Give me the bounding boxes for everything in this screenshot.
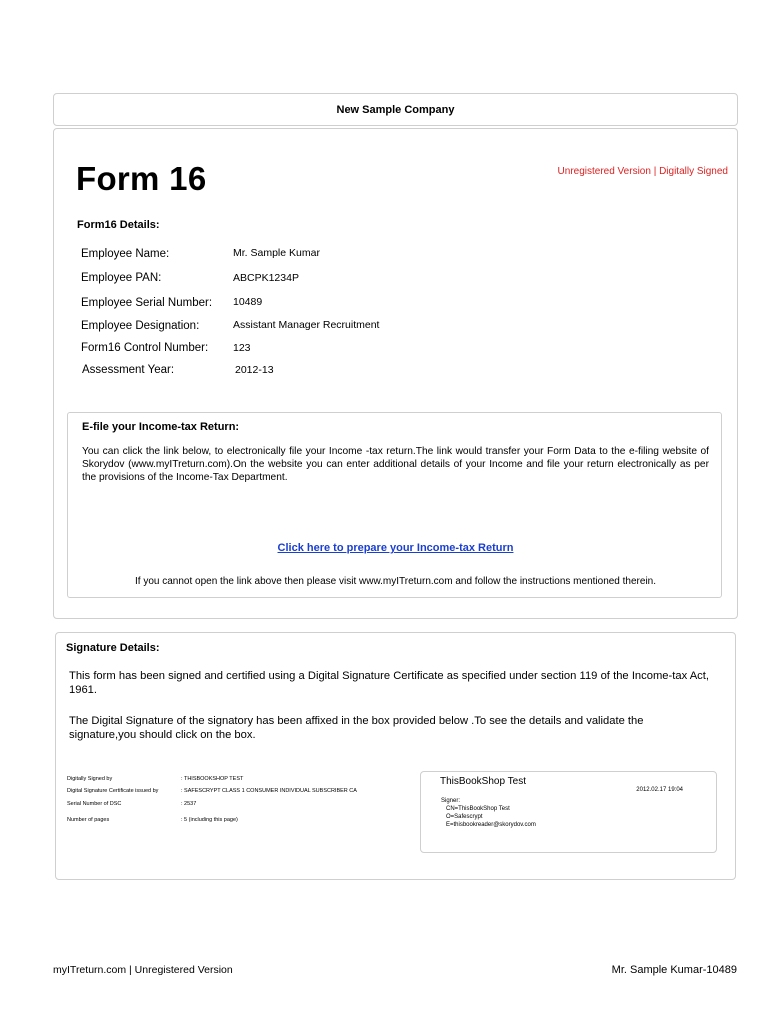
assessment-year-label: Assessment Year: <box>82 364 175 376</box>
company-name: New Sample Company <box>336 104 455 116</box>
signer-email: E=thisbookreader@skorydov.com <box>446 822 536 828</box>
employee-pan-label: Employee PAN: <box>81 272 162 284</box>
signer-label: Signer: <box>441 798 461 804</box>
issuer-label: Digital Signature Certificate issued by <box>67 788 159 794</box>
issuer-value: : SAFESCRYPT CLASS 1 CONSUMER INDIVIDUAL SUBSCRIBER CA <box>181 788 357 794</box>
employee-designation-label: Employee Designation: <box>81 320 200 332</box>
dsc-serial-label: Serial Number of DSC <box>67 801 122 807</box>
employee-serial-value: 10489 <box>233 296 263 308</box>
employee-name-label: Employee Name: <box>81 248 170 260</box>
company-header <box>53 93 738 126</box>
footer-employee: Mr. Sample Kumar-10489 <box>611 964 737 976</box>
control-number-label: Form16 Control Number: <box>81 342 209 354</box>
efile-description: You can click the link below, to electronically file your Income -tax return.The link would transfer your Form Data to the e-filing website of Skorydov (www.myITreturn.com).On the website you can enter additional details of your Income and file your return electronically as per the provisions of the Income-Tax Department. <box>82 446 709 483</box>
employee-pan-value: ABCPK1234P <box>233 272 299 284</box>
signature-heading: Signature Details: <box>66 642 160 654</box>
control-number-value: 123 <box>233 342 251 354</box>
signer-details <box>441 797 536 829</box>
efile-heading: E-file your Income-tax Return: <box>82 421 240 433</box>
efile-note: If you cannot open the link above then please visit www.myITreturn.com and follow the instructions mentioned therein. <box>134 576 657 587</box>
assessment-year-value: 2012-13 <box>235 364 274 376</box>
status-badge: Unregistered Version | Digitally Signed <box>557 166 728 177</box>
dsc-serial-value: : 2537 <box>181 801 197 807</box>
pages-value: : 5 (including this page) <box>181 817 238 823</box>
signer-org: O=Safescrypt <box>446 814 483 820</box>
pages-label: Number of pages <box>67 817 110 823</box>
footer-site: myITreturn.com | Unregistered Version <box>53 964 233 976</box>
employee-designation-value: Assistant Manager Recruitment <box>233 319 380 331</box>
efile-box <box>67 412 722 598</box>
employee-serial-label: Employee Serial Number: <box>81 297 213 309</box>
signer-cn: CN=ThisBookShop Test <box>446 806 510 812</box>
signature-date: 2012.02.17 19:04 <box>636 787 683 793</box>
details-heading: Form16 Details: <box>77 219 160 231</box>
signed-by-value: : THISBOOKSHOP TEST <box>181 776 244 782</box>
signature-statement: This form has been signed and certified using a Digital Signature Certificate as specified under section 119 of the Income-tax Act, 1961. <box>69 670 709 696</box>
form-title: Form 16 <box>76 160 207 197</box>
signature-instructions: The Digital Signature of the signatory has been affixed in the box provided below .To see the details and validate the signature,you should click on the box. <box>69 715 644 741</box>
prepare-return-link[interactable]: Click here to prepare your Income-tax Return <box>277 542 514 554</box>
employee-name-value: Mr. Sample Kumar <box>233 247 320 259</box>
signer-title: ThisBookShop Test <box>440 776 526 787</box>
signed-by-label: Digitally Signed by <box>67 776 113 782</box>
